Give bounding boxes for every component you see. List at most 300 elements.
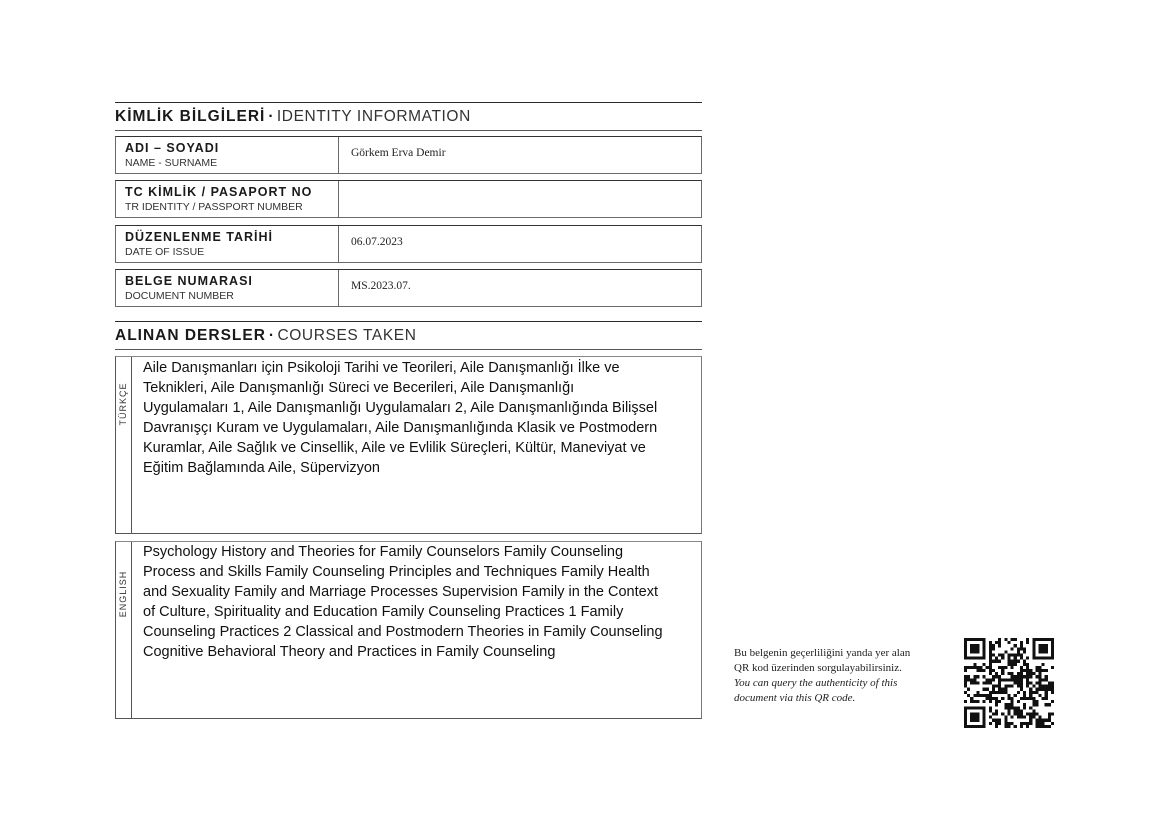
qr-module	[1038, 719, 1041, 722]
qr-module	[1001, 669, 1004, 672]
qr-module	[1011, 678, 1014, 681]
qr-module	[1017, 712, 1020, 715]
qr-module	[1042, 644, 1045, 647]
qr-module	[970, 657, 973, 660]
qr-module	[1014, 638, 1017, 641]
issue-date-label-tr: DÜZENLENME TARİHİ	[125, 230, 274, 244]
qr-module	[1020, 654, 1023, 657]
qr-module	[1045, 688, 1048, 691]
qr-module	[970, 706, 973, 709]
qr-module	[983, 654, 986, 657]
qr-module	[1011, 722, 1014, 725]
qr-module	[1042, 657, 1045, 660]
document-number-row	[115, 269, 702, 307]
qr-module	[973, 666, 976, 669]
qr-module	[1038, 644, 1041, 647]
qr-module	[1029, 688, 1032, 691]
qr-module	[1026, 666, 1029, 669]
qr-module	[1029, 697, 1032, 700]
qr-module	[1004, 716, 1007, 719]
qr-module	[1020, 675, 1023, 678]
english-course-line: Psychology History and Theories for Family Counselors Family Counseling	[143, 544, 624, 560]
document-number-label-cell	[116, 270, 339, 306]
verification-note	[734, 646, 949, 706]
qr-module	[995, 657, 998, 660]
qr-module	[983, 716, 986, 719]
identity-title-en: IDENTITY INFORMATION	[276, 108, 471, 125]
turkish-course-line: Kuramlar, Aile Sağlık ve Cinsellik, Aile ve Evlilik Süreçleri, Kültür, Maneviyat ve	[143, 440, 646, 456]
qr-module	[998, 675, 1001, 678]
qr-module	[992, 678, 995, 681]
qr-module	[1042, 663, 1045, 666]
qr-module	[1032, 703, 1035, 706]
qr-module	[995, 709, 998, 712]
qr-module	[976, 644, 979, 647]
qr-module	[973, 725, 976, 728]
qr-module	[964, 712, 967, 715]
english-course-line: Counseling Practices 2 Classical and Postmodern Theories in Family Counseling	[143, 624, 663, 640]
qr-module	[980, 638, 983, 641]
qr-module	[995, 722, 998, 725]
qr-module	[1007, 725, 1010, 728]
qr-module	[1017, 675, 1020, 678]
qr-module	[1035, 675, 1038, 678]
qr-module	[1051, 688, 1054, 691]
qr-module	[983, 719, 986, 722]
qr-module	[998, 700, 1001, 703]
turkish-course-line: Aile Danışmanları için Psikoloji Tarihi ve Teorileri, Aile Danışmanlığı İlke ve	[143, 360, 620, 376]
qr-module	[992, 675, 995, 678]
qr-module	[1020, 712, 1023, 715]
english-course-line: of Culture, Spirituality and Education Family Counseling Practices 1 Family	[143, 604, 624, 620]
qr-module	[1042, 719, 1045, 722]
qr-module	[1042, 647, 1045, 650]
qr-module	[1014, 657, 1017, 660]
turkish-course-line: Eğitim Bağlamında Aile, Süpervizyon	[143, 460, 380, 476]
qr-module	[983, 694, 986, 697]
qr-module	[973, 663, 976, 666]
qr-module	[1032, 641, 1035, 644]
qr-module	[1023, 647, 1026, 650]
qr-module	[964, 678, 967, 681]
qr-module	[1004, 678, 1007, 681]
qr-module	[973, 719, 976, 722]
english-course-line: Process and Skills Family Counseling Principles and Techniques Family Health	[143, 564, 650, 580]
qr-module	[1017, 716, 1020, 719]
qr-module	[995, 725, 998, 728]
qr-module	[1032, 709, 1035, 712]
qr-module	[992, 688, 995, 691]
verification-text-tr-1: Bu belgenin geçerliliğini yanda yer alan	[734, 647, 911, 659]
qr-module	[1007, 663, 1010, 666]
qr-module	[1048, 638, 1051, 641]
turkish-lang-label: TÜRKÇE	[118, 382, 128, 426]
qr-module	[1038, 650, 1041, 653]
qr-module	[995, 672, 998, 675]
qr-module	[1032, 716, 1035, 719]
english-courses-text	[143, 542, 693, 662]
english-course-line: Cognitive Behavioral Theory and Practices in Family Counseling	[143, 644, 556, 660]
courses-title-en: COURSES TAKEN	[277, 327, 417, 344]
english-lang-column	[116, 542, 132, 718]
qr-module	[983, 657, 986, 660]
qr-module	[976, 706, 979, 709]
qr-module	[989, 716, 992, 719]
qr-module	[983, 669, 986, 672]
qr-module	[1035, 719, 1038, 722]
qr-module	[970, 681, 973, 684]
qr-module	[998, 688, 1001, 691]
qr-module	[1048, 657, 1051, 660]
qr-module	[1051, 654, 1054, 657]
qr-module	[1026, 697, 1029, 700]
qr-module	[1004, 685, 1007, 688]
qr-module	[1014, 706, 1017, 709]
qr-module	[976, 638, 979, 641]
turkish-course-line: Davranışçı Kuram ve Uygulamaları, Aile Danışmanlığında Klasik ve Postmodern	[143, 420, 658, 436]
qr-module	[980, 657, 983, 660]
qr-module	[989, 641, 992, 644]
qr-module	[1023, 691, 1026, 694]
qr-module	[1038, 725, 1041, 728]
qr-module	[1038, 716, 1041, 719]
qr-module	[1020, 669, 1023, 672]
qr-module	[986, 697, 989, 700]
qr-module	[1038, 681, 1041, 684]
qr-module	[970, 647, 973, 650]
qr-module	[1042, 669, 1045, 672]
qr-module	[1035, 688, 1038, 691]
qr-module	[1032, 712, 1035, 715]
qr-module	[1014, 694, 1017, 697]
qr-module	[995, 719, 998, 722]
qr-module	[964, 669, 967, 672]
qr-module	[1020, 666, 1023, 669]
qr-module	[992, 669, 995, 672]
qr-module	[1038, 672, 1041, 675]
qr-module	[973, 644, 976, 647]
qr-module	[1004, 666, 1007, 669]
qr-module	[1051, 641, 1054, 644]
qr-module	[1026, 725, 1029, 728]
qr-module	[1029, 712, 1032, 715]
id-number-label-en: TR IDENTITY / PASSPORT NUMBER	[125, 201, 303, 213]
qr-module	[973, 694, 976, 697]
id-number-row	[115, 180, 702, 218]
qr-module	[989, 660, 992, 663]
qr-module	[976, 716, 979, 719]
qr-module	[983, 688, 986, 691]
qr-module	[1026, 663, 1029, 666]
issue-date-value: 06.07.2023	[351, 236, 403, 248]
qr-module	[1017, 647, 1020, 650]
qr-module	[967, 688, 970, 691]
qr-module	[995, 641, 998, 644]
name-label-en: NAME - SURNAME	[125, 157, 218, 169]
qr-module	[1004, 650, 1007, 653]
qr-module	[1042, 722, 1045, 725]
qr-module	[1020, 688, 1023, 691]
qr-module	[1038, 638, 1041, 641]
qr-module	[964, 716, 967, 719]
qr-module	[1014, 681, 1017, 684]
qr-module	[976, 719, 979, 722]
turkish-courses-text	[143, 358, 693, 478]
qr-module	[967, 678, 970, 681]
qr-module	[1023, 697, 1026, 700]
qr-module	[973, 681, 976, 684]
qr-module	[1017, 650, 1020, 653]
turkish-course-line: Teknikleri, Aile Danışmanlığı Süreci ve Becerileri, Aile Danışmanlığı	[143, 380, 575, 396]
qr-module	[1045, 647, 1048, 650]
qr-module	[983, 644, 986, 647]
issue-date-row	[115, 225, 702, 263]
qr-module	[1001, 688, 1004, 691]
qr-module	[1035, 669, 1038, 672]
qr-module	[1017, 685, 1020, 688]
qr-module	[964, 706, 967, 709]
qr-module	[1029, 672, 1032, 675]
qr-module	[1020, 647, 1023, 650]
qr-module	[1048, 716, 1051, 719]
qr-module	[1026, 638, 1029, 641]
qr-module	[1023, 706, 1026, 709]
qr-module	[1017, 709, 1020, 712]
qr-module	[1032, 691, 1035, 694]
qr-module	[1048, 719, 1051, 722]
qr-module	[980, 725, 983, 728]
qr-module	[1029, 706, 1032, 709]
qr-module	[973, 678, 976, 681]
qr-module	[989, 669, 992, 672]
qr-module	[1014, 660, 1017, 663]
qr-module	[1035, 712, 1038, 715]
qr-module	[989, 697, 992, 700]
qr-module	[992, 654, 995, 657]
qr-module	[1011, 672, 1014, 675]
qr-module	[1017, 691, 1020, 694]
qr-module	[970, 716, 973, 719]
verification-text-en-1: You can query the authenticity of this	[734, 677, 898, 689]
qr-module	[989, 691, 992, 694]
qr-module	[1014, 654, 1017, 657]
qr-module	[983, 638, 986, 641]
qr-module	[1051, 644, 1054, 647]
qr-module	[992, 691, 995, 694]
qr-module	[1011, 697, 1014, 700]
qr-module	[1007, 706, 1010, 709]
qr-module	[983, 700, 986, 703]
qr-module	[973, 647, 976, 650]
qr-module	[1045, 638, 1048, 641]
qr-module	[1007, 657, 1010, 660]
qr-module	[998, 681, 1001, 684]
qr-module	[983, 641, 986, 644]
qr-module	[989, 700, 992, 703]
qr-module	[1032, 650, 1035, 653]
qr-module	[992, 712, 995, 715]
qr-module	[992, 685, 995, 688]
qr-module	[976, 725, 979, 728]
qr-module	[970, 666, 973, 669]
qr-module	[992, 719, 995, 722]
qr-module	[970, 725, 973, 728]
qr-module	[983, 675, 986, 678]
document-number-label-en: DOCUMENT NUMBER	[125, 290, 234, 302]
qr-module	[1011, 703, 1014, 706]
qr-module	[1035, 703, 1038, 706]
qr-module	[976, 647, 979, 650]
qr-module	[1007, 660, 1010, 663]
qr-module	[964, 641, 967, 644]
qr-module	[1004, 722, 1007, 725]
qr-code-icon[interactable]	[964, 638, 1054, 728]
qr-module	[1014, 709, 1017, 712]
qr-module	[1051, 647, 1054, 650]
qr-module	[1035, 638, 1038, 641]
qr-module	[1004, 688, 1007, 691]
qr-module	[1035, 681, 1038, 684]
qr-module	[1017, 654, 1020, 657]
qr-module	[970, 678, 973, 681]
qr-module	[1020, 641, 1023, 644]
qr-module	[1017, 706, 1020, 709]
qr-module	[1023, 694, 1026, 697]
qr-module	[998, 654, 1001, 657]
qr-module	[1026, 669, 1029, 672]
qr-module	[1023, 650, 1026, 653]
qr-module	[964, 638, 967, 641]
qr-module	[1029, 681, 1032, 684]
qr-module	[995, 660, 998, 663]
qr-module	[1017, 700, 1020, 703]
qr-module	[1026, 641, 1029, 644]
qr-module	[1004, 691, 1007, 694]
courses-title-separator: ·	[268, 327, 275, 344]
qr-module	[1020, 644, 1023, 647]
qr-module	[1032, 700, 1035, 703]
qr-module	[1051, 691, 1054, 694]
qr-module	[1038, 685, 1041, 688]
qr-module	[1014, 663, 1017, 666]
qr-module	[1032, 638, 1035, 641]
qr-module	[1014, 644, 1017, 647]
qr-module	[980, 669, 983, 672]
qr-module	[976, 666, 979, 669]
qr-module	[970, 712, 973, 715]
turkish-lang-column	[116, 357, 132, 533]
qr-module	[1048, 681, 1051, 684]
qr-module	[1051, 638, 1054, 641]
qr-module	[1035, 700, 1038, 703]
qr-module	[1014, 712, 1017, 715]
qr-module	[1048, 703, 1051, 706]
qr-module	[986, 678, 989, 681]
qr-module	[1042, 725, 1045, 728]
qr-module	[983, 650, 986, 653]
qr-module	[964, 700, 967, 703]
qr-module	[1029, 716, 1032, 719]
qr-module	[1038, 669, 1041, 672]
qr-module	[1048, 725, 1051, 728]
qr-module	[1045, 678, 1048, 681]
issue-date-label-cell	[116, 226, 339, 262]
qr-module	[964, 644, 967, 647]
qr-module	[1007, 641, 1010, 644]
qr-module	[1035, 691, 1038, 694]
qr-module	[998, 641, 1001, 644]
qr-module	[995, 691, 998, 694]
qr-module	[964, 691, 967, 694]
qr-module	[989, 647, 992, 650]
qr-module	[1032, 657, 1035, 660]
qr-module	[976, 681, 979, 684]
qr-module	[1032, 672, 1035, 675]
qr-module	[1035, 722, 1038, 725]
qr-module	[1045, 719, 1048, 722]
qr-module	[1020, 725, 1023, 728]
qr-module	[1011, 716, 1014, 719]
qr-module	[1045, 691, 1048, 694]
qr-module	[973, 712, 976, 715]
verification-text-en-2: document via this QR code.	[734, 692, 856, 704]
qr-module	[1051, 681, 1054, 684]
qr-module	[1020, 672, 1023, 675]
qr-module	[1023, 716, 1026, 719]
qr-module	[989, 672, 992, 675]
qr-module	[1038, 647, 1041, 650]
qr-module	[983, 647, 986, 650]
qr-module	[992, 647, 995, 650]
name-value: Görkem Erva Demir	[351, 147, 446, 159]
qr-module	[1004, 725, 1007, 728]
qr-module	[1048, 712, 1051, 715]
qr-module	[1032, 654, 1035, 657]
qr-module	[1026, 685, 1029, 688]
qr-module	[989, 709, 992, 712]
qr-module	[998, 638, 1001, 641]
qr-module	[1004, 638, 1007, 641]
courses-section-title	[115, 321, 702, 350]
qr-module	[967, 666, 970, 669]
qr-module	[967, 725, 970, 728]
courses-turkish-box	[115, 356, 702, 534]
qr-module	[1035, 657, 1038, 660]
verification-text-tr-2: QR kod üzerinden sorgulayabilirsiniz.	[734, 662, 902, 674]
qr-module	[1051, 722, 1054, 725]
qr-module	[992, 644, 995, 647]
qr-module	[1048, 688, 1051, 691]
qr-module	[1004, 706, 1007, 709]
qr-module	[976, 691, 979, 694]
qr-module	[976, 700, 979, 703]
name-label-cell	[116, 137, 339, 173]
qr-module	[967, 638, 970, 641]
qr-module	[1026, 675, 1029, 678]
qr-module	[970, 644, 973, 647]
qr-module	[1038, 694, 1041, 697]
name-label-tr: ADI – SOYADI	[125, 141, 220, 155]
qr-module	[980, 666, 983, 669]
qr-module	[1023, 660, 1026, 663]
qr-module	[1051, 650, 1054, 653]
qr-module	[973, 706, 976, 709]
qr-module	[995, 675, 998, 678]
qr-module	[1011, 638, 1014, 641]
qr-module	[1017, 660, 1020, 663]
id-number-label-tr: TC KİMLİK / PASAPORT NO	[125, 185, 313, 199]
qr-module	[1017, 678, 1020, 681]
